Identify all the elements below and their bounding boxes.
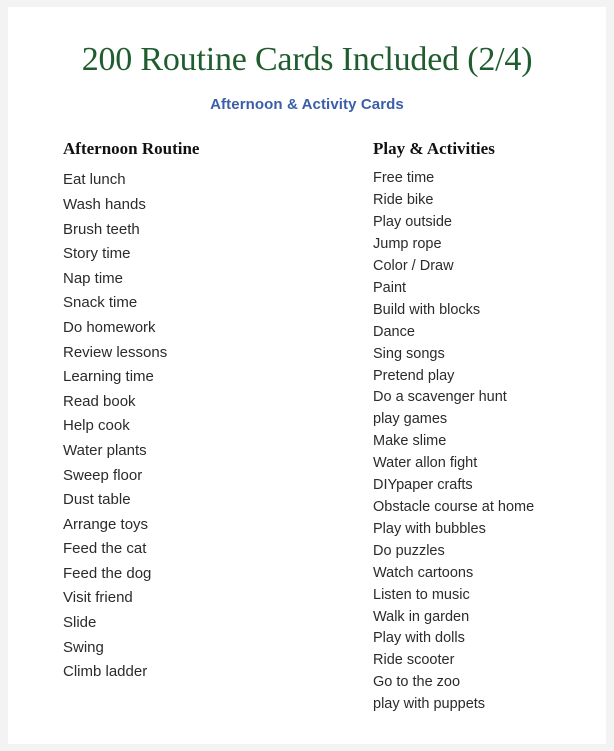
page-title: 200 Routine Cards Included (2/4) <box>81 41 533 78</box>
list-item: Play outside <box>373 214 452 231</box>
list-item: Snack time <box>63 294 138 312</box>
list-item: Play with dolls <box>373 630 465 647</box>
list-item: Climb ladder <box>63 663 148 681</box>
list-item: Go to the zoo <box>373 674 461 691</box>
list-item: Listen to music <box>373 586 470 603</box>
list-item: Obstacle course at home <box>373 498 535 515</box>
list-item: DIYpaper crafts <box>373 477 473 494</box>
page-subtitle: Afternoon & Activity Cards <box>210 96 404 114</box>
play-activities-list <box>373 168 603 716</box>
list-item: Learning time <box>63 368 154 386</box>
column-afternoon-routine <box>63 139 323 684</box>
list-item: Play with bubbles <box>373 520 486 537</box>
list-item: Wash hands <box>63 195 146 213</box>
list-item: Make slime <box>373 433 447 450</box>
list-item: Swing <box>63 638 104 656</box>
list-item: Watch cartoons <box>373 564 474 581</box>
list-item: Build with blocks <box>373 301 481 318</box>
list-item: Do homework <box>63 318 156 336</box>
list-item: Ride bike <box>373 192 434 209</box>
list-item: play games <box>373 411 448 428</box>
list-item: play with puppets <box>373 696 486 713</box>
list-item: Jump rope <box>373 236 442 253</box>
list-item: Nap time <box>63 269 124 287</box>
column-heading: Play & Activities <box>373 139 495 159</box>
list-item: Free time <box>373 170 435 187</box>
card-columns <box>8 139 606 713</box>
list-item: Arrange toys <box>63 515 149 533</box>
list-item: Ride scooter <box>373 652 455 669</box>
list-item: Visit friend <box>63 589 133 607</box>
list-item: Pretend play <box>373 367 455 384</box>
list-item: Sweep floor <box>63 466 143 484</box>
list-item: Do a scavenger hunt <box>373 389 507 406</box>
list-item: Slide <box>63 614 97 632</box>
document-page <box>8 7 606 744</box>
list-item: Sing songs <box>373 345 445 362</box>
list-item: Eat lunch <box>63 171 126 189</box>
list-item: Dance <box>373 323 415 340</box>
afternoon-routine-list <box>63 168 323 684</box>
list-item: Water plants <box>63 441 147 459</box>
list-item: Walk in garden <box>373 608 470 625</box>
column-play-activities <box>373 139 603 716</box>
list-item: Water allon fight <box>373 455 478 472</box>
list-item: Review lessons <box>63 343 168 361</box>
list-item: Story time <box>63 245 131 263</box>
list-item: Paint <box>373 279 407 296</box>
list-item: Feed the cat <box>63 540 147 558</box>
list-item: Do puzzles <box>373 542 445 559</box>
list-item: Dust table <box>63 491 131 509</box>
list-item: Brush teeth <box>63 220 140 238</box>
list-item: Read book <box>63 392 136 410</box>
list-item: Color / Draw <box>373 258 454 275</box>
column-heading: Afternoon Routine <box>63 139 200 159</box>
list-item: Help cook <box>63 417 130 435</box>
list-item: Feed the dog <box>63 564 152 582</box>
